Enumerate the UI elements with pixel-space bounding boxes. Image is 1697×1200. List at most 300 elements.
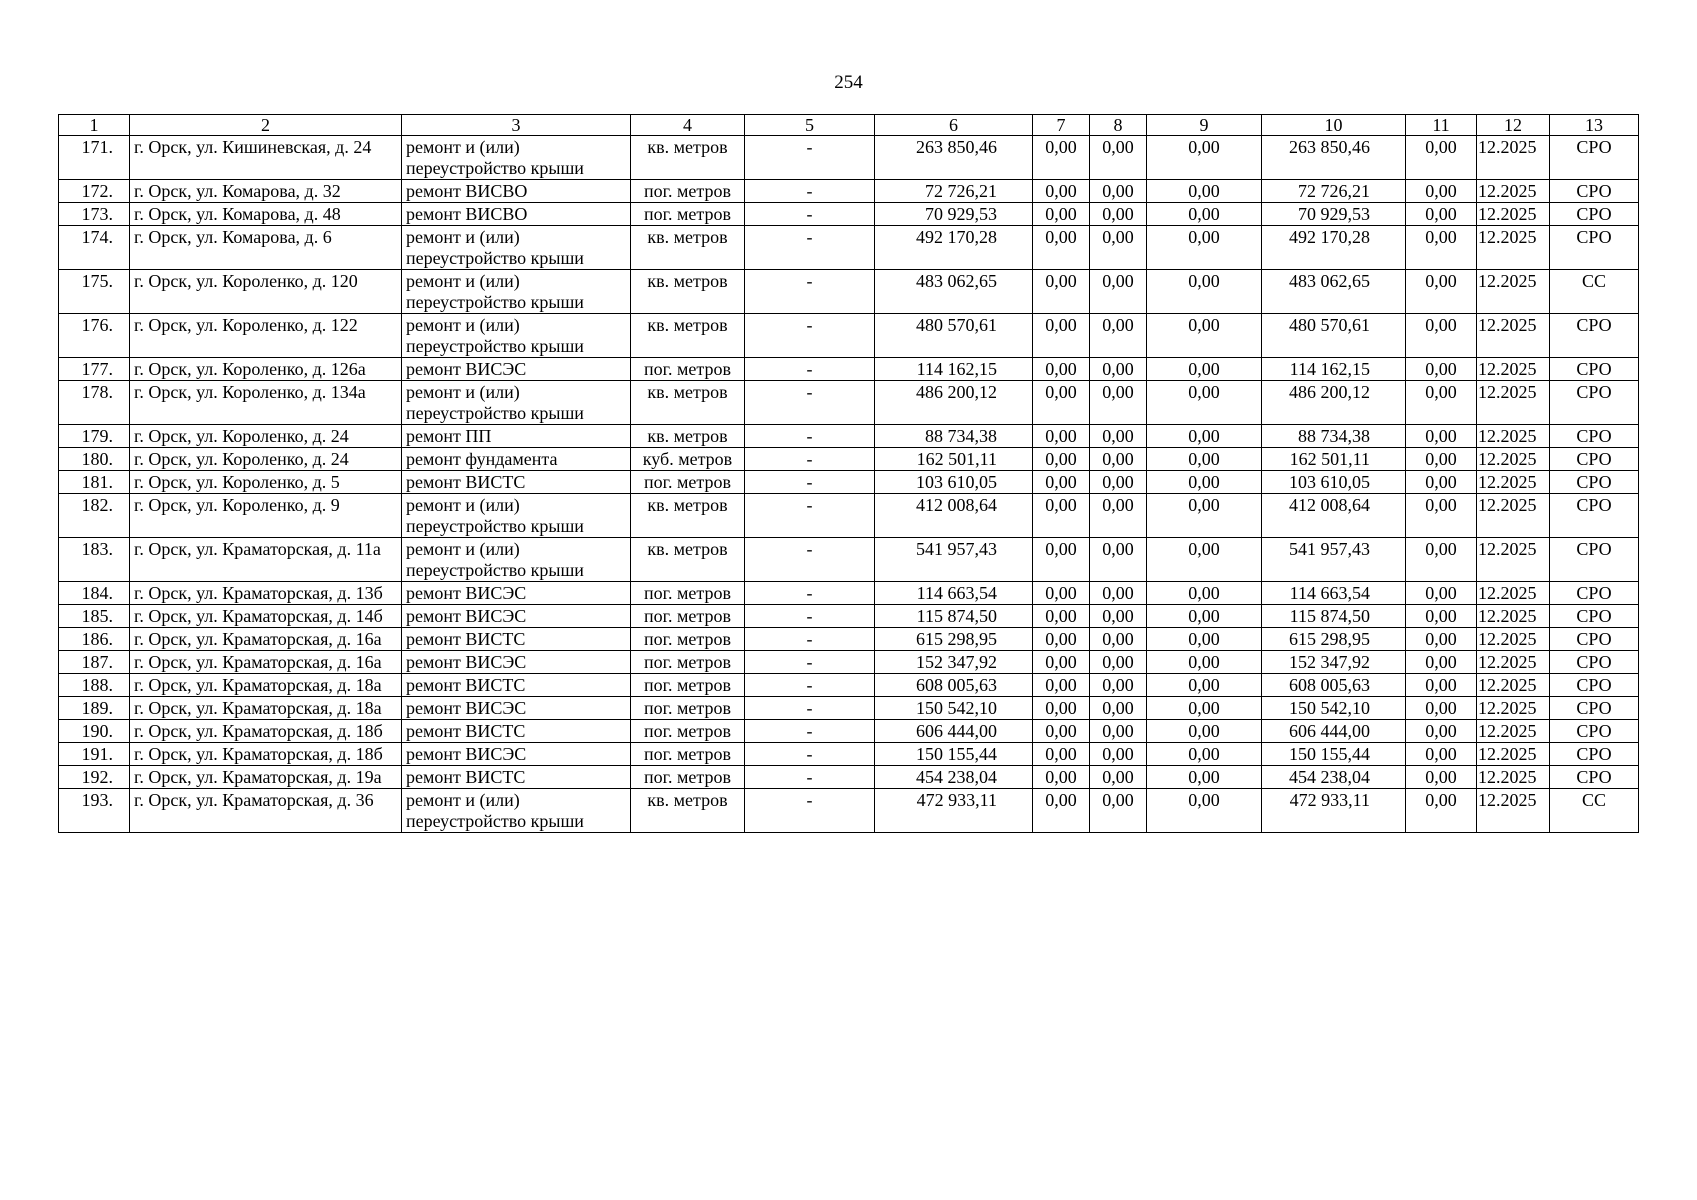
fund-cell-10: 162 501,11 — [1262, 448, 1406, 471]
quantity-cell: - — [745, 674, 875, 697]
row-number: 186. — [59, 628, 130, 651]
column-header-7: 7 — [1033, 115, 1090, 136]
column-header-12: 12 — [1477, 115, 1550, 136]
address-cell: г. Орск, ул. Комарова, д. 48 — [130, 203, 402, 226]
fund-cell-10: 486 200,12 — [1262, 381, 1406, 425]
fund-cell-8: 0,00 — [1090, 674, 1147, 697]
unit-cell: пог. метров — [631, 743, 745, 766]
method-cell: СРО — [1550, 136, 1639, 180]
address-cell: г. Орск, ул. Короленко, д. 5 — [130, 471, 402, 494]
table-row — [59, 270, 1639, 314]
row-number: 188. — [59, 674, 130, 697]
fund-cell-9: 0,00 — [1147, 358, 1262, 381]
table-row — [59, 448, 1639, 471]
method-cell: СРО — [1550, 471, 1639, 494]
row-number: 172. — [59, 180, 130, 203]
quantity-cell: - — [745, 697, 875, 720]
fund-cell-8: 0,00 — [1090, 582, 1147, 605]
table-row — [59, 538, 1639, 582]
fund-cell-9: 0,00 — [1147, 381, 1262, 425]
address-cell: г. Орск, ул. Краматорская, д. 16а — [130, 651, 402, 674]
deadline-cell: 12.2025 — [1477, 314, 1550, 358]
fund-cell-7: 0,00 — [1033, 381, 1090, 425]
unit-cell: пог. метров — [631, 203, 745, 226]
row-number: 182. — [59, 494, 130, 538]
work-type-cell: ремонт ВИСТС — [402, 766, 631, 789]
method-cell: СРО — [1550, 538, 1639, 582]
row-number: 193. — [59, 789, 130, 833]
fund-cell-9: 0,00 — [1147, 180, 1262, 203]
total-cost-cell: 115 874,50 — [875, 605, 1033, 628]
address-cell: г. Орск, ул. Комарова, д. 32 — [130, 180, 402, 203]
fund-cell-10: 606 444,00 — [1262, 720, 1406, 743]
table-row — [59, 697, 1639, 720]
method-cell: СРО — [1550, 180, 1639, 203]
total-cost-cell: 412 008,64 — [875, 494, 1033, 538]
deadline-cell: 12.2025 — [1477, 136, 1550, 180]
fund-cell-11: 0,00 — [1406, 358, 1477, 381]
quantity-cell: - — [745, 494, 875, 538]
row-number: 179. — [59, 425, 130, 448]
fund-cell-7: 0,00 — [1033, 789, 1090, 833]
fund-cell-8: 0,00 — [1090, 743, 1147, 766]
fund-cell-11: 0,00 — [1406, 582, 1477, 605]
row-number: 190. — [59, 720, 130, 743]
table-row — [59, 314, 1639, 358]
address-cell: г. Орск, ул. Короленко, д. 122 — [130, 314, 402, 358]
fund-cell-9: 0,00 — [1147, 448, 1262, 471]
total-cost-cell: 263 850,46 — [875, 136, 1033, 180]
quantity-cell: - — [745, 651, 875, 674]
unit-cell: кв. метров — [631, 314, 745, 358]
fund-cell-11: 0,00 — [1406, 743, 1477, 766]
fund-cell-8: 0,00 — [1090, 766, 1147, 789]
deadline-cell: 12.2025 — [1477, 789, 1550, 833]
total-cost-cell: 483 062,65 — [875, 270, 1033, 314]
fund-cell-11: 0,00 — [1406, 381, 1477, 425]
table-row — [59, 425, 1639, 448]
quantity-cell: - — [745, 425, 875, 448]
method-cell: СРО — [1550, 605, 1639, 628]
address-cell: г. Орск, ул. Краматорская, д. 36 — [130, 789, 402, 833]
fund-cell-8: 0,00 — [1090, 448, 1147, 471]
column-header-5: 5 — [745, 115, 875, 136]
unit-cell: пог. метров — [631, 674, 745, 697]
total-cost-cell: 454 238,04 — [875, 766, 1033, 789]
address-cell: г. Орск, ул. Краматорская, д. 14б — [130, 605, 402, 628]
row-number: 175. — [59, 270, 130, 314]
total-cost-cell: 608 005,63 — [875, 674, 1033, 697]
fund-cell-11: 0,00 — [1406, 226, 1477, 270]
work-type-cell: ремонт и (или) переустройство крыши — [402, 538, 631, 582]
quantity-cell: - — [745, 471, 875, 494]
deadline-cell: 12.2025 — [1477, 605, 1550, 628]
fund-cell-11: 0,00 — [1406, 270, 1477, 314]
fund-cell-10: 150 542,10 — [1262, 697, 1406, 720]
column-header-10: 10 — [1262, 115, 1406, 136]
fund-cell-9: 0,00 — [1147, 651, 1262, 674]
method-cell: СРО — [1550, 203, 1639, 226]
table-row — [59, 494, 1639, 538]
column-header-6: 6 — [875, 115, 1033, 136]
work-type-cell: ремонт фундамента — [402, 448, 631, 471]
row-number: 176. — [59, 314, 130, 358]
fund-cell-10: 70 929,53 — [1262, 203, 1406, 226]
row-number: 180. — [59, 448, 130, 471]
fund-cell-7: 0,00 — [1033, 628, 1090, 651]
fund-cell-11: 0,00 — [1406, 471, 1477, 494]
fund-cell-9: 0,00 — [1147, 628, 1262, 651]
deadline-cell: 12.2025 — [1477, 494, 1550, 538]
fund-cell-11: 0,00 — [1406, 766, 1477, 789]
fund-cell-7: 0,00 — [1033, 471, 1090, 494]
row-number: 173. — [59, 203, 130, 226]
fund-cell-8: 0,00 — [1090, 628, 1147, 651]
row-number: 191. — [59, 743, 130, 766]
total-cost-cell: 114 162,15 — [875, 358, 1033, 381]
fund-cell-9: 0,00 — [1147, 226, 1262, 270]
unit-cell: пог. метров — [631, 720, 745, 743]
table-row — [59, 720, 1639, 743]
work-type-cell: ремонт ВИСТС — [402, 720, 631, 743]
total-cost-cell: 114 663,54 — [875, 582, 1033, 605]
work-type-cell: ремонт ВИСТС — [402, 674, 631, 697]
fund-cell-7: 0,00 — [1033, 270, 1090, 314]
unit-cell: кв. метров — [631, 270, 745, 314]
fund-cell-10: 472 933,11 — [1262, 789, 1406, 833]
deadline-cell: 12.2025 — [1477, 270, 1550, 314]
fund-cell-9: 0,00 — [1147, 605, 1262, 628]
fund-cell-9: 0,00 — [1147, 203, 1262, 226]
fund-cell-10: 115 874,50 — [1262, 605, 1406, 628]
fund-cell-8: 0,00 — [1090, 314, 1147, 358]
quantity-cell: - — [745, 605, 875, 628]
total-cost-cell: 162 501,11 — [875, 448, 1033, 471]
unit-cell: кв. метров — [631, 789, 745, 833]
column-header-4: 4 — [631, 115, 745, 136]
fund-cell-10: 114 162,15 — [1262, 358, 1406, 381]
fund-cell-7: 0,00 — [1033, 538, 1090, 582]
unit-cell: кв. метров — [631, 494, 745, 538]
fund-cell-9: 0,00 — [1147, 270, 1262, 314]
fund-cell-11: 0,00 — [1406, 180, 1477, 203]
fund-cell-11: 0,00 — [1406, 203, 1477, 226]
fund-cell-10: 454 238,04 — [1262, 766, 1406, 789]
row-number: 174. — [59, 226, 130, 270]
unit-cell: кв. метров — [631, 538, 745, 582]
column-header-11: 11 — [1406, 115, 1477, 136]
fund-cell-9: 0,00 — [1147, 674, 1262, 697]
total-cost-cell: 150 155,44 — [875, 743, 1033, 766]
fund-cell-9: 0,00 — [1147, 136, 1262, 180]
quantity-cell: - — [745, 538, 875, 582]
fund-cell-9: 0,00 — [1147, 314, 1262, 358]
fund-cell-7: 0,00 — [1033, 651, 1090, 674]
method-cell: СРО — [1550, 358, 1639, 381]
address-cell: г. Орск, ул. Короленко, д. 126а — [130, 358, 402, 381]
column-header-1: 1 — [59, 115, 130, 136]
deadline-cell: 12.2025 — [1477, 448, 1550, 471]
fund-cell-11: 0,00 — [1406, 697, 1477, 720]
address-cell: г. Орск, ул. Короленко, д. 24 — [130, 448, 402, 471]
work-type-cell: ремонт ВИСВО — [402, 180, 631, 203]
deadline-cell: 12.2025 — [1477, 381, 1550, 425]
total-cost-cell: 70 929,53 — [875, 203, 1033, 226]
fund-cell-8: 0,00 — [1090, 471, 1147, 494]
total-cost-cell: 152 347,92 — [875, 651, 1033, 674]
address-cell: г. Орск, ул. Короленко, д. 9 — [130, 494, 402, 538]
address-cell: г. Орск, ул. Короленко, д. 24 — [130, 425, 402, 448]
fund-cell-8: 0,00 — [1090, 538, 1147, 582]
method-cell: СС — [1550, 789, 1639, 833]
unit-cell: кв. метров — [631, 226, 745, 270]
fund-cell-8: 0,00 — [1090, 651, 1147, 674]
fund-cell-7: 0,00 — [1033, 226, 1090, 270]
column-header-8: 8 — [1090, 115, 1147, 136]
quantity-cell: - — [745, 180, 875, 203]
address-cell: г. Орск, ул. Короленко, д. 134а — [130, 381, 402, 425]
row-number: 181. — [59, 471, 130, 494]
fund-cell-10: 114 663,54 — [1262, 582, 1406, 605]
row-number: 192. — [59, 766, 130, 789]
table-row — [59, 628, 1639, 651]
row-number: 184. — [59, 582, 130, 605]
address-cell: г. Орск, ул. Краматорская, д. 19а — [130, 766, 402, 789]
quantity-cell: - — [745, 766, 875, 789]
deadline-cell: 12.2025 — [1477, 203, 1550, 226]
fund-cell-9: 0,00 — [1147, 766, 1262, 789]
fund-cell-9: 0,00 — [1147, 720, 1262, 743]
fund-cell-11: 0,00 — [1406, 628, 1477, 651]
fund-cell-10: 103 610,05 — [1262, 471, 1406, 494]
fund-cell-8: 0,00 — [1090, 425, 1147, 448]
work-type-cell: ремонт ВИСЭС — [402, 697, 631, 720]
work-type-cell: ремонт и (или) переустройство крыши — [402, 494, 631, 538]
fund-cell-8: 0,00 — [1090, 180, 1147, 203]
address-cell: г. Орск, ул. Краматорская, д. 18а — [130, 697, 402, 720]
fund-cell-9: 0,00 — [1147, 789, 1262, 833]
address-cell: г. Орск, ул. Краматорская, д. 18б — [130, 720, 402, 743]
work-type-cell: ремонт ВИСТС — [402, 471, 631, 494]
fund-cell-7: 0,00 — [1033, 180, 1090, 203]
deadline-cell: 12.2025 — [1477, 720, 1550, 743]
unit-cell: кв. метров — [631, 136, 745, 180]
deadline-cell: 12.2025 — [1477, 471, 1550, 494]
fund-cell-11: 0,00 — [1406, 136, 1477, 180]
quantity-cell: - — [745, 314, 875, 358]
method-cell: СРО — [1550, 381, 1639, 425]
table-row — [59, 381, 1639, 425]
deadline-cell: 12.2025 — [1477, 226, 1550, 270]
fund-cell-8: 0,00 — [1090, 494, 1147, 538]
total-cost-cell: 606 444,00 — [875, 720, 1033, 743]
fund-cell-10: 615 298,95 — [1262, 628, 1406, 651]
deadline-cell: 12.2025 — [1477, 743, 1550, 766]
column-header-2: 2 — [130, 115, 402, 136]
work-type-cell: ремонт ВИСТС — [402, 628, 631, 651]
fund-cell-9: 0,00 — [1147, 697, 1262, 720]
fund-cell-11: 0,00 — [1406, 651, 1477, 674]
deadline-cell: 12.2025 — [1477, 180, 1550, 203]
fund-cell-7: 0,00 — [1033, 674, 1090, 697]
quantity-cell: - — [745, 582, 875, 605]
method-cell: СС — [1550, 270, 1639, 314]
deadline-cell: 12.2025 — [1477, 766, 1550, 789]
table-row — [59, 136, 1639, 180]
fund-cell-11: 0,00 — [1406, 789, 1477, 833]
quantity-cell: - — [745, 270, 875, 314]
fund-cell-11: 0,00 — [1406, 674, 1477, 697]
quantity-cell: - — [745, 226, 875, 270]
method-cell: СРО — [1550, 582, 1639, 605]
total-cost-cell: 150 542,10 — [875, 697, 1033, 720]
fund-cell-7: 0,00 — [1033, 743, 1090, 766]
row-number: 183. — [59, 538, 130, 582]
fund-cell-11: 0,00 — [1406, 314, 1477, 358]
address-cell: г. Орск, ул. Краматорская, д. 11а — [130, 538, 402, 582]
column-header-3: 3 — [402, 115, 631, 136]
work-type-cell: ремонт и (или) переустройство крыши — [402, 270, 631, 314]
deadline-cell: 12.2025 — [1477, 582, 1550, 605]
fund-cell-9: 0,00 — [1147, 494, 1262, 538]
deadline-cell: 12.2025 — [1477, 674, 1550, 697]
method-cell: СРО — [1550, 494, 1639, 538]
fund-cell-7: 0,00 — [1033, 766, 1090, 789]
method-cell: СРО — [1550, 425, 1639, 448]
table-row — [59, 358, 1639, 381]
row-number: 187. — [59, 651, 130, 674]
table-row — [59, 582, 1639, 605]
work-type-cell: ремонт ВИСЭС — [402, 651, 631, 674]
row-number: 177. — [59, 358, 130, 381]
fund-cell-10: 152 347,92 — [1262, 651, 1406, 674]
total-cost-cell: 72 726,21 — [875, 180, 1033, 203]
fund-cell-10: 150 155,44 — [1262, 743, 1406, 766]
address-cell: г. Орск, ул. Краматорская, д. 16а — [130, 628, 402, 651]
deadline-cell: 12.2025 — [1477, 425, 1550, 448]
table-row — [59, 203, 1639, 226]
column-header-9: 9 — [1147, 115, 1262, 136]
fund-cell-9: 0,00 — [1147, 471, 1262, 494]
fund-cell-11: 0,00 — [1406, 448, 1477, 471]
unit-cell: пог. метров — [631, 628, 745, 651]
total-cost-cell: 103 610,05 — [875, 471, 1033, 494]
quantity-cell: - — [745, 743, 875, 766]
deadline-cell: 12.2025 — [1477, 538, 1550, 582]
fund-cell-11: 0,00 — [1406, 425, 1477, 448]
unit-cell: пог. метров — [631, 180, 745, 203]
table-row — [59, 789, 1639, 833]
table-row — [59, 226, 1639, 270]
fund-cell-8: 0,00 — [1090, 789, 1147, 833]
method-cell: СРО — [1550, 674, 1639, 697]
fund-cell-7: 0,00 — [1033, 136, 1090, 180]
row-number: 178. — [59, 381, 130, 425]
fund-cell-8: 0,00 — [1090, 203, 1147, 226]
unit-cell: пог. метров — [631, 582, 745, 605]
fund-cell-10: 541 957,43 — [1262, 538, 1406, 582]
work-type-cell: ремонт ВИСВО — [402, 203, 631, 226]
total-cost-cell: 472 933,11 — [875, 789, 1033, 833]
unit-cell: кв. метров — [631, 425, 745, 448]
fund-cell-9: 0,00 — [1147, 425, 1262, 448]
quantity-cell: - — [745, 381, 875, 425]
total-cost-cell: 615 298,95 — [875, 628, 1033, 651]
fund-cell-10: 480 570,61 — [1262, 314, 1406, 358]
fund-cell-7: 0,00 — [1033, 494, 1090, 538]
deadline-cell: 12.2025 — [1477, 358, 1550, 381]
quantity-cell: - — [745, 358, 875, 381]
column-header-13: 13 — [1550, 115, 1639, 136]
quantity-cell: - — [745, 136, 875, 180]
fund-cell-8: 0,00 — [1090, 136, 1147, 180]
deadline-cell: 12.2025 — [1477, 697, 1550, 720]
method-cell: СРО — [1550, 766, 1639, 789]
fund-cell-8: 0,00 — [1090, 720, 1147, 743]
fund-cell-10: 483 062,65 — [1262, 270, 1406, 314]
work-type-cell: ремонт и (или) переустройство крыши — [402, 381, 631, 425]
page-number: 254 — [834, 72, 863, 93]
unit-cell: пог. метров — [631, 766, 745, 789]
work-type-cell: ремонт и (или) переустройство крыши — [402, 789, 631, 833]
table-row — [59, 674, 1639, 697]
quantity-cell: - — [745, 789, 875, 833]
fund-cell-9: 0,00 — [1147, 538, 1262, 582]
address-cell: г. Орск, ул. Кишиневская, д. 24 — [130, 136, 402, 180]
total-cost-cell: 541 957,43 — [875, 538, 1033, 582]
work-type-cell: ремонт и (или) переустройство крыши — [402, 136, 631, 180]
column-number-row — [59, 115, 1639, 136]
fund-cell-10: 72 726,21 — [1262, 180, 1406, 203]
method-cell: СРО — [1550, 720, 1639, 743]
unit-cell: пог. метров — [631, 358, 745, 381]
address-cell: г. Орск, ул. Краматорская, д. 18б — [130, 743, 402, 766]
address-cell: г. Орск, ул. Краматорская, д. 18а — [130, 674, 402, 697]
deadline-cell: 12.2025 — [1477, 651, 1550, 674]
table-header — [59, 115, 1639, 136]
fund-cell-8: 0,00 — [1090, 226, 1147, 270]
unit-cell: пог. метров — [631, 651, 745, 674]
fund-cell-9: 0,00 — [1147, 582, 1262, 605]
work-type-cell: ремонт и (или) переустройство крыши — [402, 226, 631, 270]
quantity-cell: - — [745, 720, 875, 743]
table-row — [59, 651, 1639, 674]
row-number: 185. — [59, 605, 130, 628]
fund-cell-7: 0,00 — [1033, 314, 1090, 358]
work-type-cell: ремонт ПП — [402, 425, 631, 448]
fund-cell-7: 0,00 — [1033, 582, 1090, 605]
quantity-cell: - — [745, 448, 875, 471]
address-cell: г. Орск, ул. Комарова, д. 6 — [130, 226, 402, 270]
fund-cell-7: 0,00 — [1033, 358, 1090, 381]
unit-cell: пог. метров — [631, 471, 745, 494]
fund-cell-9: 0,00 — [1147, 743, 1262, 766]
work-type-cell: ремонт ВИСЭС — [402, 743, 631, 766]
fund-cell-10: 492 170,28 — [1262, 226, 1406, 270]
unit-cell: пог. метров — [631, 605, 745, 628]
method-cell: СРО — [1550, 314, 1639, 358]
fund-cell-10: 608 005,63 — [1262, 674, 1406, 697]
address-cell: г. Орск, ул. Краматорская, д. 13б — [130, 582, 402, 605]
fund-cell-10: 412 008,64 — [1262, 494, 1406, 538]
table-row — [59, 180, 1639, 203]
table-body — [59, 136, 1639, 833]
fund-cell-11: 0,00 — [1406, 720, 1477, 743]
method-cell: СРО — [1550, 448, 1639, 471]
method-cell: СРО — [1550, 226, 1639, 270]
deadline-cell: 12.2025 — [1477, 628, 1550, 651]
fund-cell-7: 0,00 — [1033, 605, 1090, 628]
